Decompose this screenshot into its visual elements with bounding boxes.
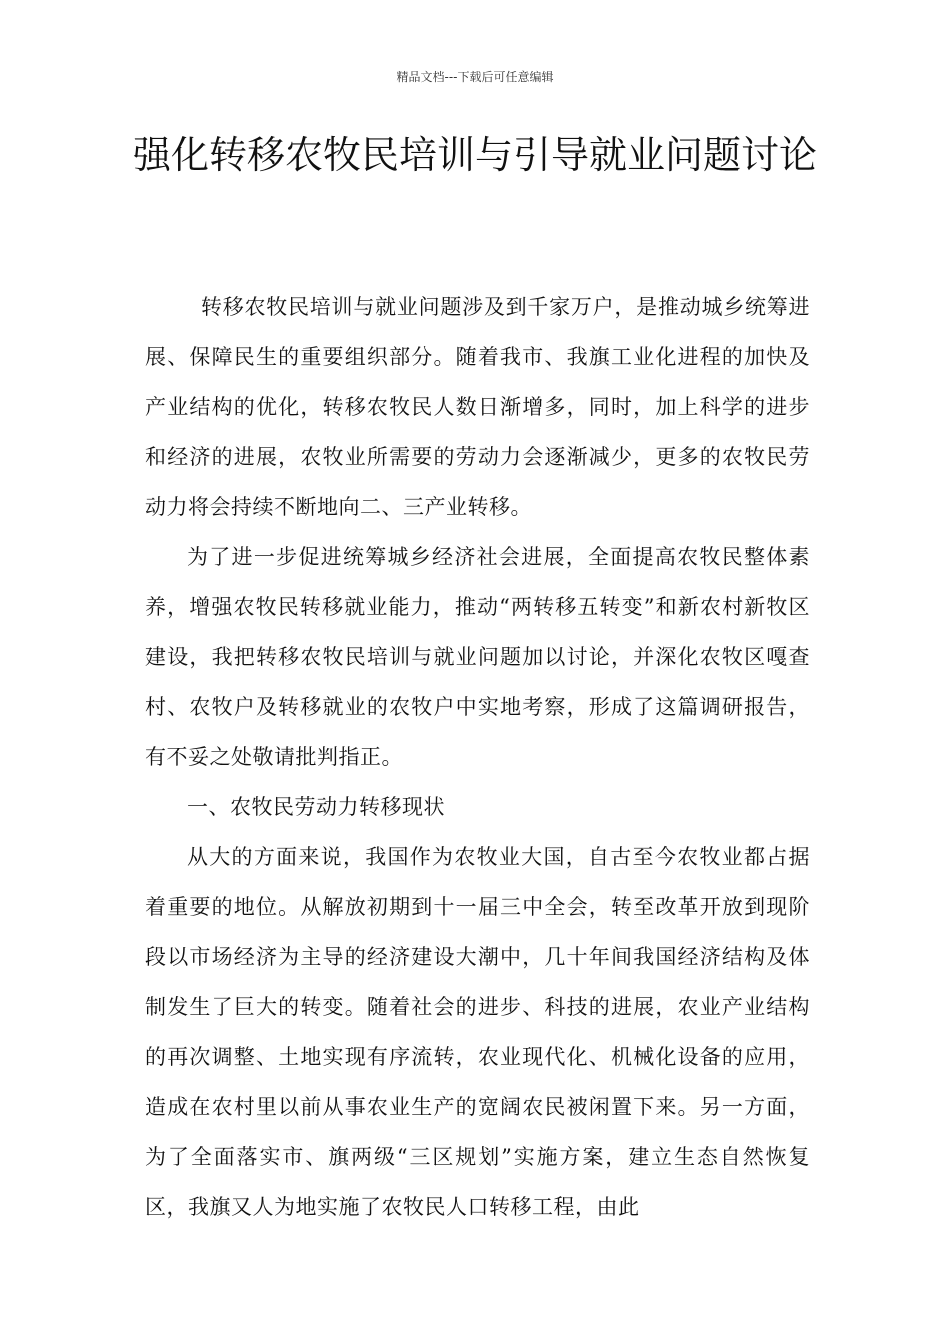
paragraph-purpose: 为了进一步促进统筹城乡经济社会进展，全面提高农牧民整体素养，增强农牧民转移就业能力，推动“两转移五转变”和新农村新牧区建设，我把转移农牧民培训与就业问题加以讨论，并深化农牧区嘎查村、农牧户及转移就业的农牧户中实地考察，形成了这篇调研报告，有不妥之处敬请批判指正。 [145,545,810,769]
section-heading: 一、农牧民劳动力转移现状 [187,795,445,819]
paragraph-intro: 转移农牧民培训与就业问题涉及到千家万户，是推动城乡统筹进展、保障民生的重要组织部分。随着我市、我旗工业化进程的加快及产业结构的优化，转移农牧民人数日渐增多，同时，加上科学的进步和经济的进展，农牧业所需要的劳动力会逐渐减少，更多的农牧民劳动力将会持续不断地向二、三产业转移。 [145,295,810,519]
paragraph-status: 从大的方面来说，我国作为农牧业大国，自古至今农牧业都占据着重要的地位。从解放初期到十一届三中全会，转至改革开放到现阶段以市场经济为主导的经济建设大潮中，几十年间我国经济结构及体制发生了巨大的转变。随着社会的进步、科技的进展，农业产业结构的再次调整、土地实现有序流转，农业现代化、机械化设备的应用，造成在农村里以前从事农业生产的宽阔农民被闲置下来。另一方面，为了全面落实市、旗两级“三区规划”实施方案，建立生态自然恢复区，我旗又人为地实施了农牧民人口转移工程，由此 [145,845,810,1219]
document-body [145,282,810,1232]
page-header: 精品文档---下载后可任意编辑 [396,70,554,84]
document-title: 强化转移农牧民培训与引导就业问题讨论 [132,133,817,177]
